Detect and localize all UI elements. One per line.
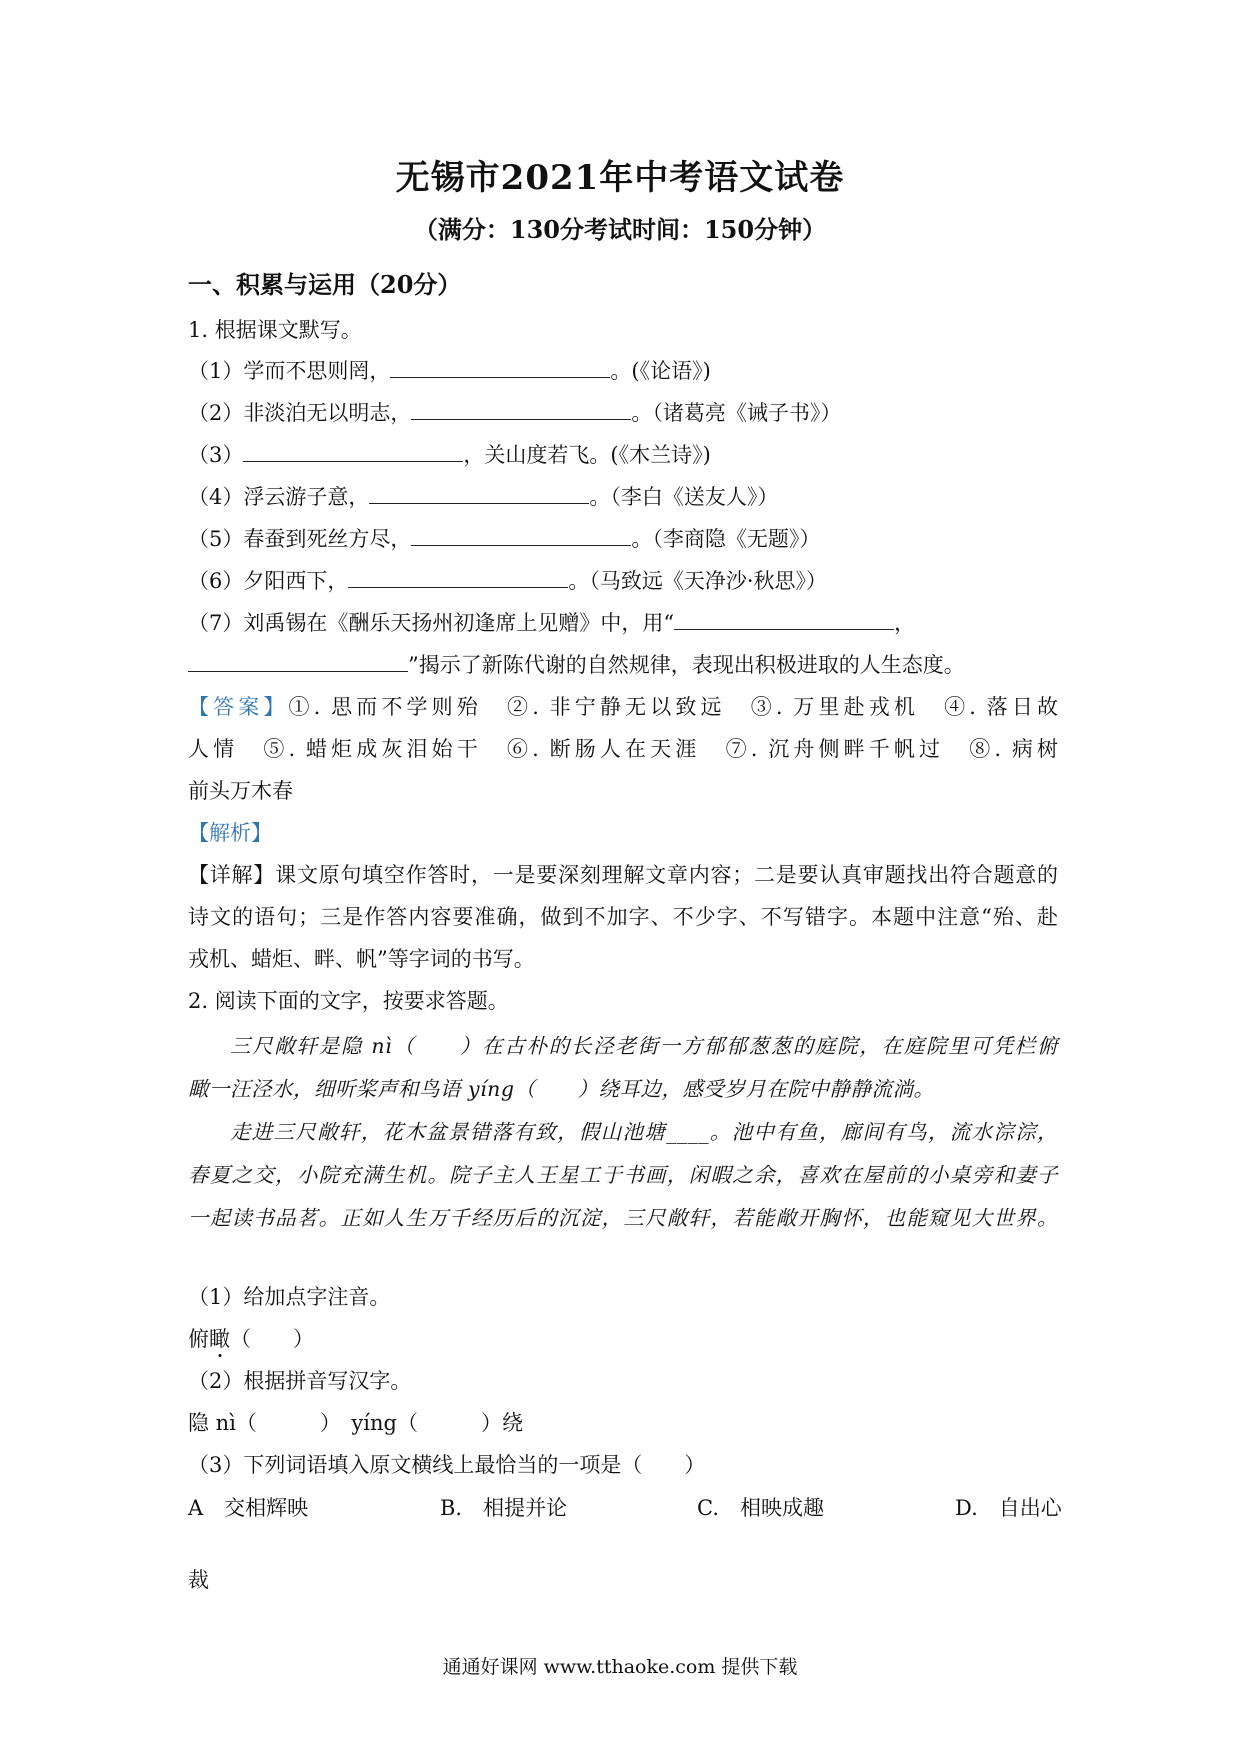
question-1-heading: 1. 根据课文默写。 xyxy=(188,318,362,342)
answer-label: 【答案】 xyxy=(188,695,289,719)
q1-item-7-cont: ”揭示了新陈代谢的自然规律，表现出积极进取的人生态度。 xyxy=(188,650,1058,680)
answer-line-3: 前头万木春 xyxy=(188,779,293,803)
option-d-continued: 裁 xyxy=(188,1568,209,1592)
passage-p1-line1: 三尺敞轩是隐 nì（ ）在古朴的长泾老街一方郁郁葱葱的庭院，在庭院里可凭栏俯 xyxy=(230,1034,1058,1058)
section-heading: 一、积累与运用（20分） xyxy=(188,270,462,299)
page-title: 无锡市2021年中考语文试卷 xyxy=(395,158,845,198)
dotted-char: 瞰 xyxy=(209,1327,230,1351)
q1-item-7: （7）刘禹锡在《酬乐天扬州初逢席上见赠》中，用“ ， xyxy=(188,611,916,635)
q2-sub3: （3）下列词语填入原文横线上最恰当的一项是（ ） xyxy=(188,1453,706,1477)
q1-item-1: （1）学而不思则罔， 。(《论语》) xyxy=(188,359,711,383)
answer-blank xyxy=(411,401,631,420)
analysis-label: 【解析】 xyxy=(188,821,272,845)
detail-line-3: 戎机、蜡炬、畔、帆”等字词的书写。 xyxy=(188,947,535,971)
passage-p2-line1: 走进三尺敞轩，花木盆景错落有致，假山池塘____。池中有鱼，廊间有鸟，流水淙淙， xyxy=(230,1120,1058,1144)
answer-blank xyxy=(390,359,610,378)
answer-line-1: 【答案】①. 思而不学则殆 ②. 非宁静无以致远 ③. 万里赴戎机 ④. 落日故 xyxy=(188,695,1058,719)
answer-blank xyxy=(674,611,894,630)
answer-blank xyxy=(348,569,568,588)
option-b: B. 相提并论 xyxy=(440,1496,568,1520)
q2-sub2-line: 隐 nì（ ） yíng（ ）绕 xyxy=(188,1411,523,1435)
passage-p2-line2: 春夏之交，小院充满生机。院子主人王星工于书画，闲暇之余，喜欢在屋前的小桌旁和妻子 xyxy=(188,1163,1058,1187)
q1-item-3: （3） ，关山度若飞。(《木兰诗》) xyxy=(188,443,711,467)
answer-line-2: 人情 ⑤. 蜡炬成灰泪始干 ⑥. 断肠人在天涯 ⑦. 沉舟侧畔千帆过 ⑧. 病树 xyxy=(188,737,1058,761)
q1-item-6: （6）夕阳西下， 。（马致远《天净沙·秋思》） xyxy=(188,569,828,593)
footer-source: 通通好课网 www.tthaoke.com 提供下载 xyxy=(442,1656,798,1678)
q1-item-2: （2）非淡泊无以明志， 。（诸葛亮《诫子书》） xyxy=(188,401,842,425)
detail-line-2: 诗文的语句；三是作答内容要准确，做到不加字、不少字、不写错字。本题中注意“殆、赴 xyxy=(188,905,1058,929)
passage-p1-line2: 瞰一汪泾水，细听桨声和鸟语 yíng（ ）绕耳边，感受岁月在院中静静流淌。 xyxy=(188,1077,935,1101)
q1-item-4: （4）浮云游子意， 。（李白《送友人》） xyxy=(188,485,779,509)
question-2-heading: 2. 阅读下面的文字，按要求答题。 xyxy=(188,989,509,1013)
option-d: D. 自出心 xyxy=(955,1496,1062,1520)
answer-blank xyxy=(411,527,631,546)
detail-line-1: 【详解】课文原句填空作答时，一是要深刻理解文章内容；二是要认真审题找出符合题意的 xyxy=(188,863,1058,887)
q1-item-5: （5）春蚕到死丝方尽， 。（李商隐《无题》） xyxy=(188,527,821,551)
option-a: A 交相辉映 xyxy=(188,1496,309,1520)
answer-blank xyxy=(369,485,589,504)
q2-sub1: （1）给加点字注音。 xyxy=(188,1285,391,1309)
answer-blank xyxy=(188,653,408,672)
q2-sub1-word: 俯瞰（ ） xyxy=(188,1327,314,1351)
q2-sub2: （2）根据拼音写汉字。 xyxy=(188,1369,412,1393)
exam-info: （满分：130分考试时间：150分钟） xyxy=(413,215,827,244)
option-c: C. 相映成趣 xyxy=(697,1496,824,1520)
answer-blank xyxy=(243,443,463,462)
passage-p2-line3: 一起读书品茗。正如人生万千经历后的沉淀，三尺敞轩，若能敞开胸怀，也能窥见大世界。 xyxy=(188,1206,1058,1230)
